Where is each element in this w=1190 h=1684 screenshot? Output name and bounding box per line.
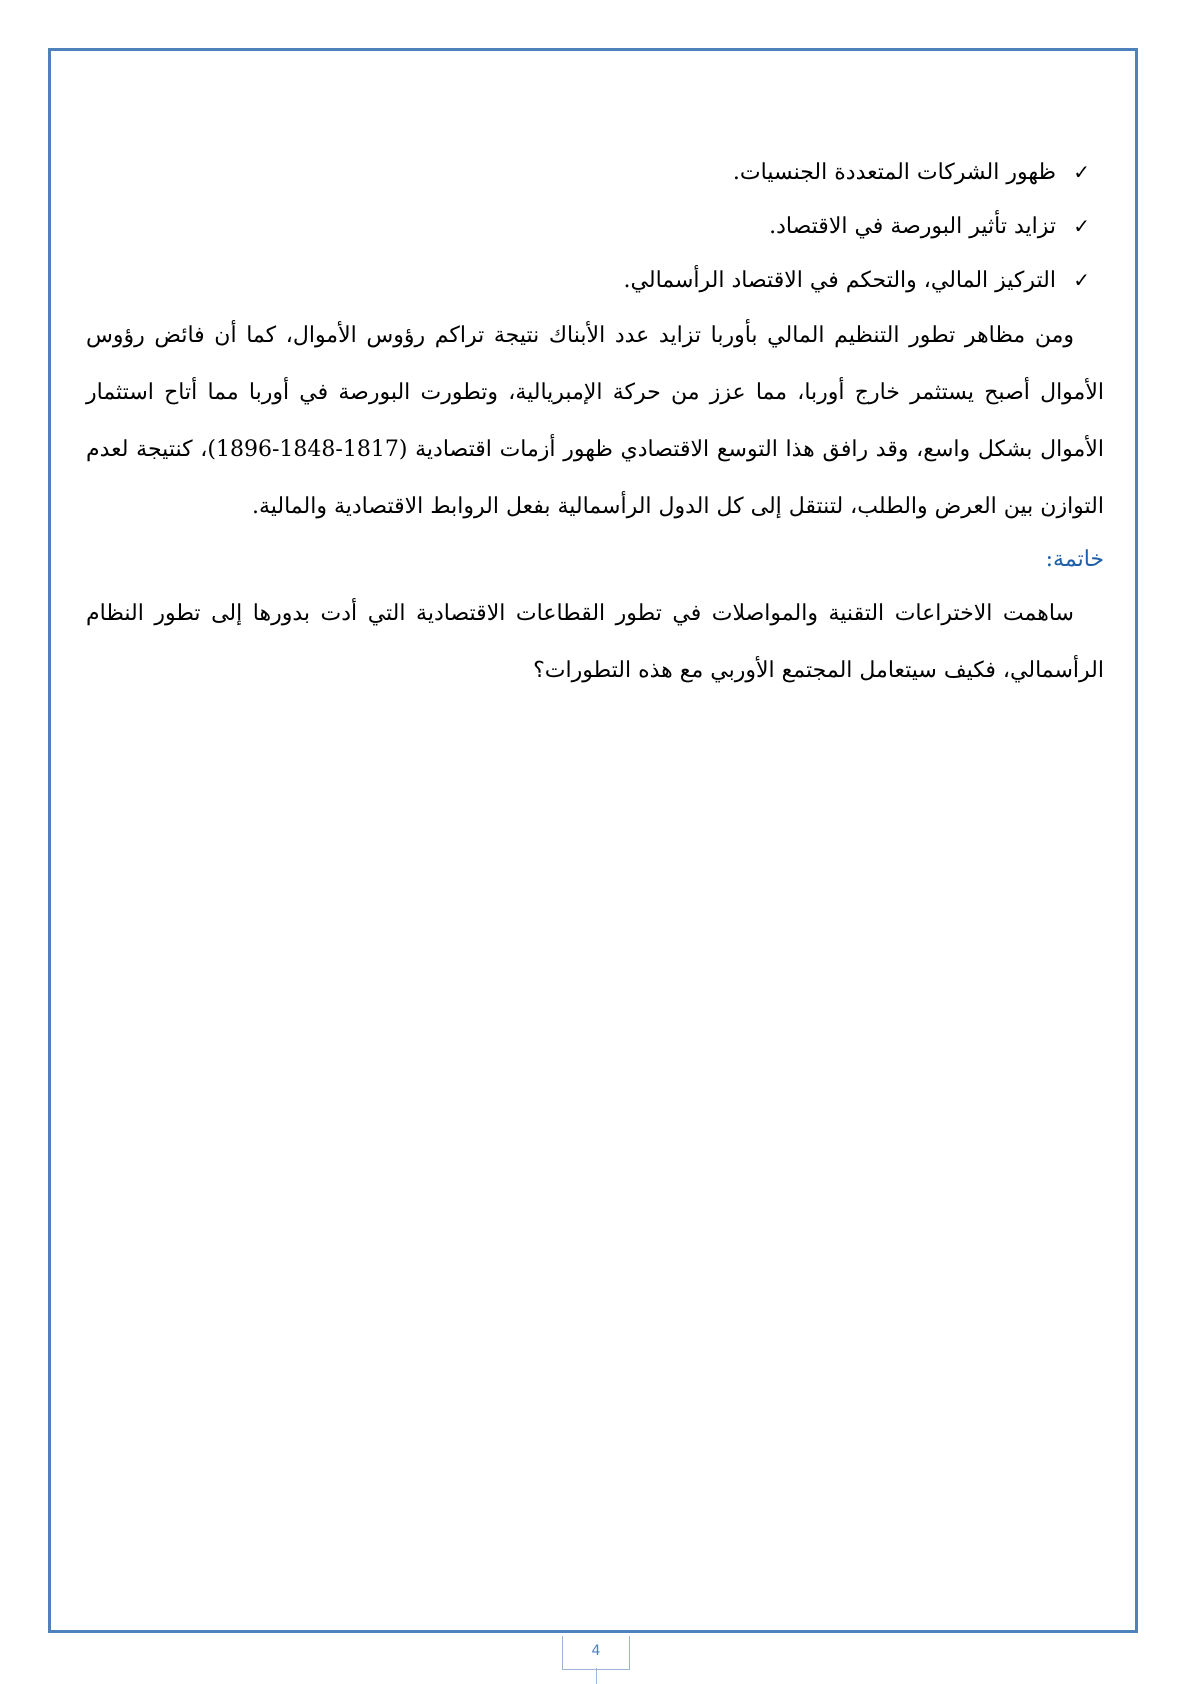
page-number-tick <box>596 1668 597 1684</box>
checkmark-icon: ✓ <box>1073 268 1090 292</box>
bullet-list <box>86 145 1104 307</box>
page-content <box>86 145 1104 699</box>
list-item-text: التركيز المالي، والتحكم في الاقتصاد الرأسمالي. <box>623 267 1056 293</box>
list-item <box>86 145 1104 199</box>
checkmark-icon: ✓ <box>1073 214 1090 238</box>
list-item-text: ظهور الشركات المتعددة الجنسيات. <box>732 159 1056 185</box>
body-paragraph: ومن مظاهر تطور التنظيم المالي بأوربا تزايد عدد الأبناك نتيجة تراكم رؤوس الأموال، كما أن فائض رؤوس الأموال أصبح يستثمر خارج أوربا، مما عزز من حركة الإمبريالية، وتطورت البورصة في أوربا مما أتاح استثمار الأموال بشكل واسع، وقد رافق هذا التوسع الاقتصادي ظهور أزمات اقتصادية (1817-1848-1896)، كنتيجة لعدم التوازن بين العرض والطلب، لتنتقل إلى كل الدول الرأسمالية بفعل الروابط الاقتصادية والمالية. <box>86 323 1104 519</box>
list-item-text: تزايد تأثير البورصة في الاقتصاد. <box>769 213 1056 239</box>
list-item <box>86 253 1104 307</box>
checkmark-icon: ✓ <box>1073 160 1090 184</box>
conclusion-heading: خاتمة: <box>1045 547 1104 572</box>
page-number: 4 <box>562 1636 630 1670</box>
list-item <box>86 199 1104 253</box>
conclusion-paragraph: ساهمت الاختراعات التقنية والمواصلات في تطور القطاعات الاقتصادية التي أدت بدورها إلى تطور النظام الرأسمالي، فكيف سيتعامل المجتمع الأوربي مع هذه التطورات؟ <box>86 601 1104 683</box>
